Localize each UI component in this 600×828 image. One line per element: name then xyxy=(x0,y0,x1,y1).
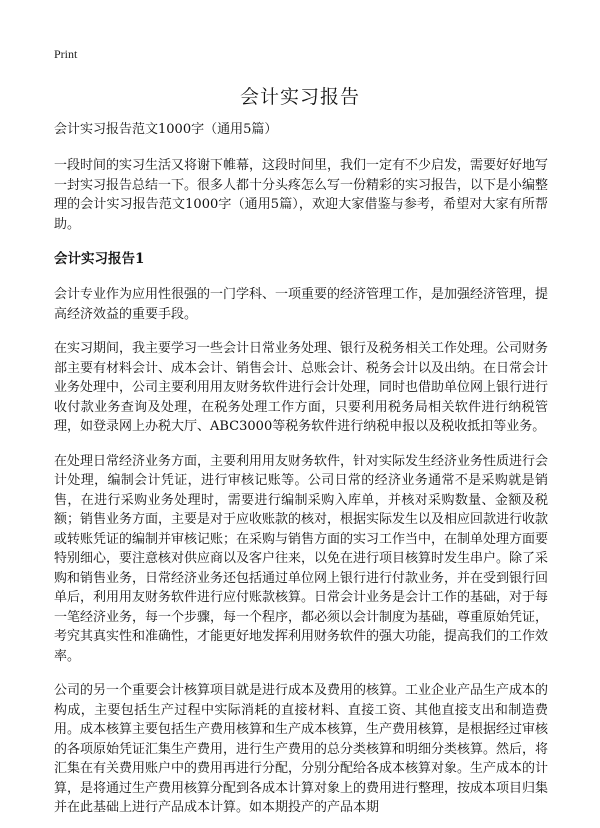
page-title: 会计实习报告 xyxy=(239,86,360,108)
paragraph: 在处理日常经济业务方面，主要利用用友财务软件，针对实际发生经济业务性质进行会计处理，编制会计凭证，进行审核记账等。公司日常的经济业务通常不是采购就是销售，在进行采购业务处理时，需要进行编制采购入库单，并核对采购数量、金额及税额；销售业务方面，主要是对于应收账款的核对，根据实际发生以及相应回款进行收款或转账凭证的编制并审核记账；在采购与销售方面的实习工作当中，在制单处理方面要特别细心，要注意核对供应商以及客户往来，以免在进行项目核算时发生串户。除了采购和销售业务，日常经济业务还包括通过单位网上银行进行付款业务，并在受到银行回单后，利用用友财务软件进行应付账款核算。日常会计业务是会计工作的基础，对于每一笔经济业务，每一个步骤，每一个程序，都必须以会计制度为基础，尊重原始凭证，考究其真实性和准确性，才能更好地发挥利用财务软件的强大功能，提高我们的工作效率。 xyxy=(54,453,549,664)
print-label: Print xyxy=(54,47,78,61)
section-heading: 会计实习报告1 xyxy=(54,251,145,267)
paragraph: 会计专业作为应用性很强的一门学科、一项重要的经济管理工作，是加强经济管理，提高经济效益的重要手段。 xyxy=(54,287,549,322)
paragraph: 在实习期间，我主要学习一些会计日常业务处理、银行及税务相关工作处理。公司财务部主要有材料会计、成本会计、销售会计、总账会计、税务会计以及出纳。在日常会计业务处理中，公司主要利用用友财务软件进行会计处理，同时也借助单位网上银行进行收付款业务查询及处理，在税务处理工作方面，只要利用税务局相关软件进行纳税管理，如登录网上办税大厅、ABC3000等税务软件进行纳税申报以及税收抵扣等业务。 xyxy=(54,341,549,434)
article-body xyxy=(54,120,548,828)
article-subtitle: 会计实习报告范文1000字（通用5篇） xyxy=(54,122,278,137)
paragraph: 公司的另一个重要会计核算项目就是进行成本及费用的核算。工业企业产品生产成本的构成，主要包括生产过程中实际消耗的直接材料、直接工资、其他直接支出和制造费用。成本核算主要包括生产费用核算和生产成本核算，生产费用核算，是根据经过审核的各项原始凭证汇集生产费用，进行生产费用的总分类核算和明细分类核算。然后，将汇集在有关费用账户中的费用再进行分配，分别分配给各成本核算对象。生产成本的计算，是将通过生产费用核算分配到各成本计算对象上的费用进行整理，按成本项目归集并在此基础上进行产品成本计算。如本期投产的产品本期 xyxy=(54,683,549,815)
intro-paragraph: 一段时间的实习生活又将谢下帷幕，这段时间里，我们一定有不少启发，需要好好地写一封实习报告总结一下。很多人都十分头疼怎么写一份精彩的实习报告，以下是小编整理的会计实习报告范文1000字（通用5篇），欢迎大家借鉴与参考，希望对大家有所帮助。 xyxy=(54,158,549,232)
